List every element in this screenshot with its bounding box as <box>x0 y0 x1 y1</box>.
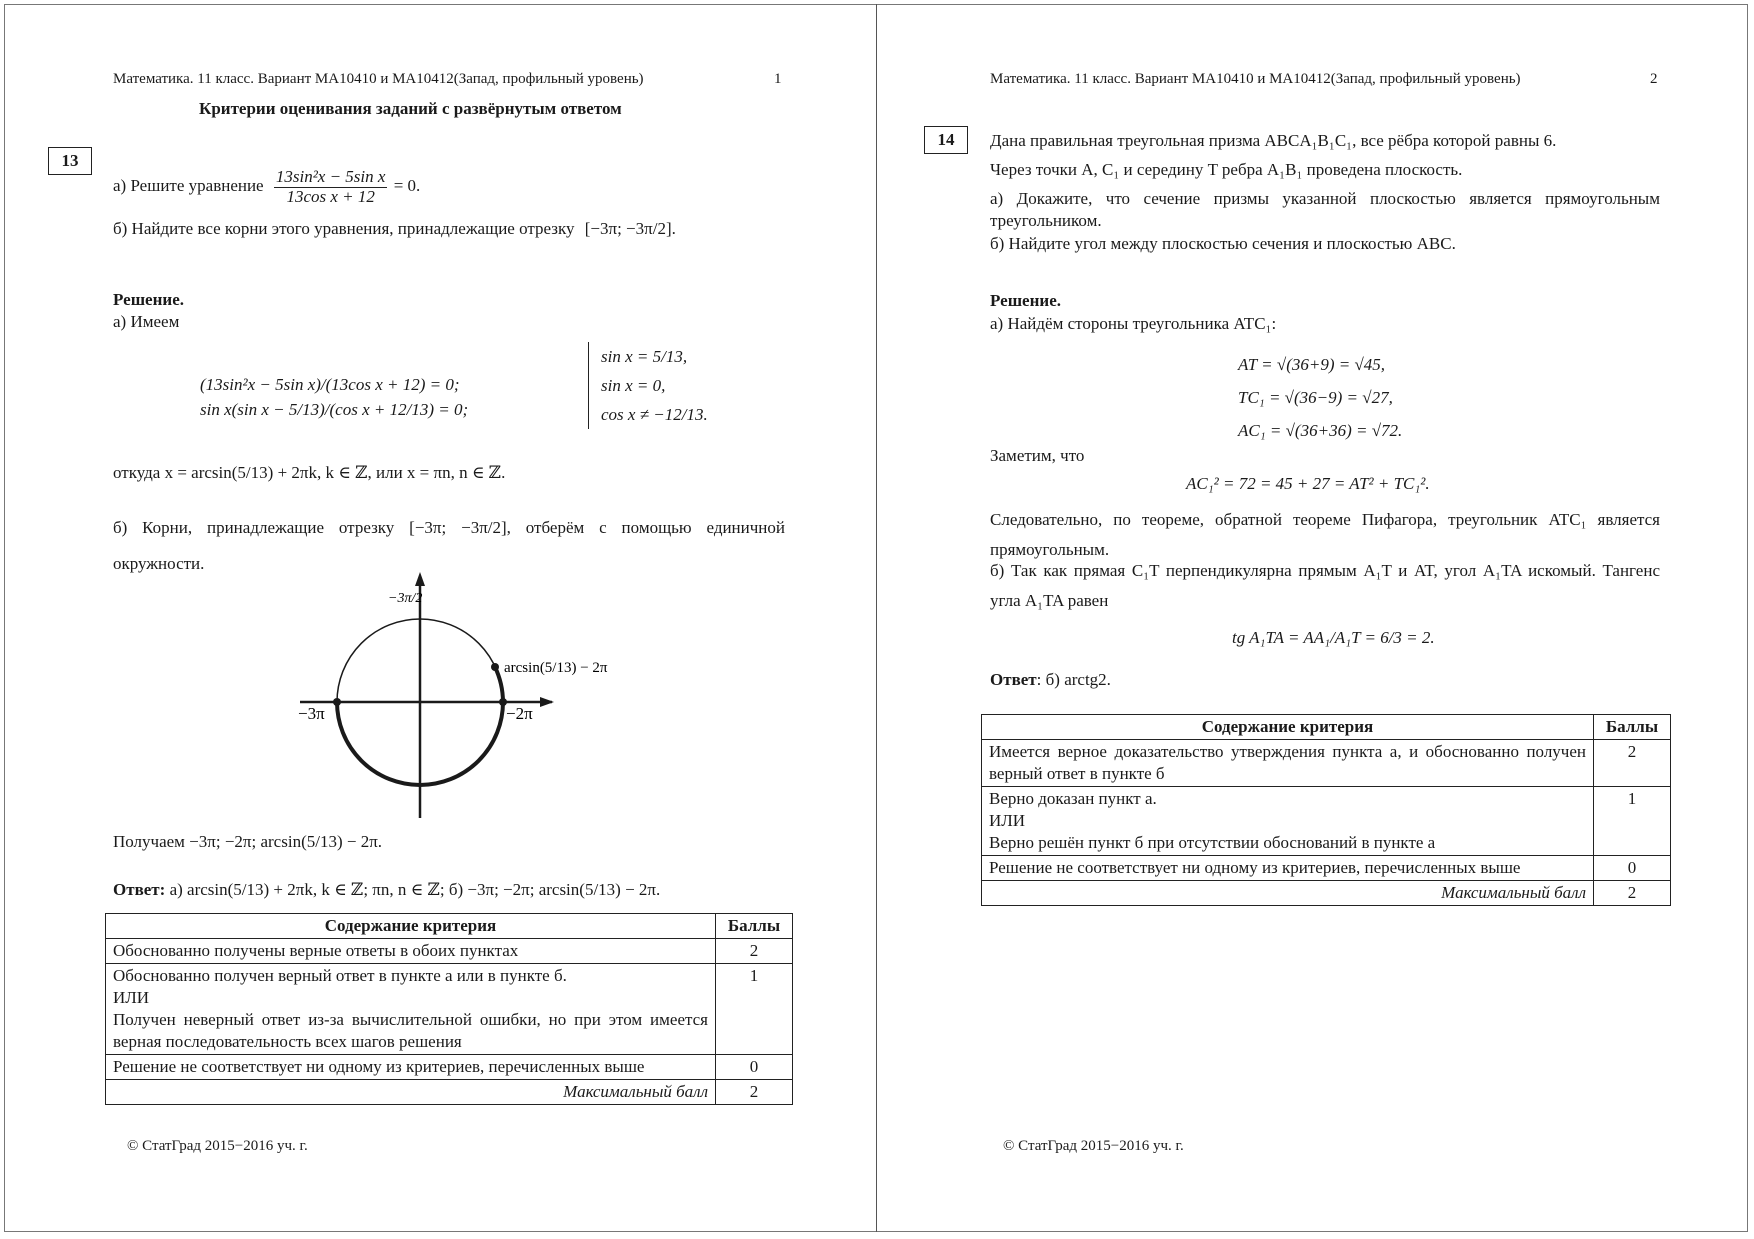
table-row <box>982 881 1671 906</box>
task13-part-b <box>113 219 676 239</box>
criteria-text: Решение не соответствует ни одному из критериев, перечисленных выше <box>106 1055 716 1080</box>
page-divider <box>876 4 877 1232</box>
left-answer-text: а) arcsin(5/13) + 2πk, k ∈ ℤ; πn, n ∈ ℤ; б) −3π; −2π; arcsin(5/13) − 2π. <box>169 880 661 899</box>
right-solution-label: Решение. <box>990 291 1061 310</box>
sides-block <box>1238 348 1402 447</box>
tangent-equation: tg A₁TA = AA₁/A₁T = 6/3 = 2. <box>1232 628 1435 647</box>
task13-eq-denominator: 13cos x + 12 <box>274 187 388 207</box>
criteria-text: Верно доказан пункт а. ИЛИ Верно решён пункт б при отсутствии обоснований в пункте а <box>982 787 1594 856</box>
table-header-row <box>982 715 1671 740</box>
table-row <box>106 1080 793 1105</box>
task-13-number: 13 <box>48 147 92 175</box>
table-row <box>982 740 1671 787</box>
left-criteria-table <box>105 913 793 1105</box>
max-score-value: 2 <box>1594 881 1671 906</box>
y-axis-arrow <box>415 572 425 586</box>
left-answer <box>113 880 660 900</box>
task13-part-a <box>113 168 420 206</box>
task13-part-a-label: а) Решите уравнение <box>113 176 264 196</box>
left-solution-a: а) Имеем <box>113 312 180 331</box>
table-row <box>982 787 1671 856</box>
right-conclusion: Следовательно, по теореме, обратной теореме Пифагора, треугольник ATC₁ является прямоугольным. <box>990 510 1660 559</box>
left-header: Математика. 11 класс. Вариант МА10410 и МА10412(Запад, профильный уровень) <box>113 71 644 87</box>
criteria-text: Имеется верное доказательство утверждения пункта а, и обоснованно получен верный ответ в пункте б <box>982 740 1594 787</box>
left-page-number: 1 <box>774 71 782 87</box>
left-answer-label: Ответ: <box>113 880 166 899</box>
side-tc1: TC₁ = √(36−9) = √27, <box>1238 388 1393 407</box>
right-solution-a: а) Найдём стороны треугольника ATC₁: <box>990 314 1277 333</box>
point-arcsin <box>491 663 499 671</box>
right-answer-text: : б) arctg2. <box>1036 670 1111 689</box>
table-row <box>106 1055 793 1080</box>
task-14-number: 14 <box>924 126 968 154</box>
left-solution-b: б) Корни, принадлежащие отрезку [−3π; −3π/2], отберём с помощью единичной окружности. <box>113 518 785 573</box>
col-criteria-header: Содержание критерия <box>106 914 716 939</box>
side-at: AT = √(36+9) = √45, <box>1238 355 1386 374</box>
criteria-points: 0 <box>1594 856 1671 881</box>
criteria-points: 1 <box>1594 787 1671 856</box>
col-points-header: Баллы <box>1594 715 1671 740</box>
max-score-label: Максимальный балл <box>106 1080 716 1105</box>
table-row <box>982 856 1671 881</box>
table-row <box>106 939 793 964</box>
task13-interval: [−3π; −3π/2]. <box>584 219 676 238</box>
col-points-header: Баллы <box>716 914 793 939</box>
right-criteria-table <box>981 714 1671 906</box>
right-answer-label: Ответ <box>990 670 1037 689</box>
solution-system <box>588 342 708 429</box>
point-minus-3pi <box>333 698 341 706</box>
note-line: Заметим, что <box>990 446 1085 465</box>
task14-statement-2: Через точки A, C₁ и середину T ребра A₁B₁ проведена плоскость. <box>990 160 1463 179</box>
left-solution-label: Решение. <box>113 290 184 309</box>
task13-eq-numerator: 13sin²x − 5sin x <box>275 167 386 186</box>
left-copyright: © СтатГрад 2015−2016 уч. г. <box>127 1138 308 1154</box>
max-score-label: Максимальный балл <box>982 881 1594 906</box>
criteria-text: Обоснованно получен верный ответ в пункте а или в пункте б. ИЛИ Получен неверный ответ из-за вычислительной ошибки, но при этом имеется верная последовательность всех шагов решения <box>106 964 716 1055</box>
right-solution-b: б) Так как прямая C₁T перпендикулярна прямым A₁T и AT, угол A₁TA искомый. Тангенс угла A₁TA равен <box>990 561 1660 610</box>
system-line-3: cos x ≠ −12/13. <box>601 405 708 424</box>
label-left: −3π <box>298 704 325 723</box>
whence-line: откуда x = arcsin(5/13) + 2πk, k ∈ ℤ, или x = πn, n ∈ ℤ. <box>113 463 506 482</box>
system-line-1: sin x = 5/13, <box>601 347 688 366</box>
step1-equation: (13sin²x − 5sin x)/(13cos x + 12) = 0; <box>200 375 460 394</box>
criteria-points: 2 <box>716 939 793 964</box>
table-header-row <box>106 914 793 939</box>
label-point: arcsin(5/13) − 2π <box>504 660 608 676</box>
task13-equation <box>274 168 388 206</box>
right-answer <box>990 670 1111 690</box>
criteria-text: Решение не соответствует ни одному из критериев, перечисленных выше <box>982 856 1594 881</box>
col-criteria-header: Содержание критерия <box>982 715 1594 740</box>
unit-circle-diagram <box>290 568 608 820</box>
label-top: −3π/2 <box>388 591 423 606</box>
criteria-points: 1 <box>716 964 793 1055</box>
step2-equation: sin x(sin x − 5/13)/(cos x + 12/13) = 0; <box>200 400 469 419</box>
task13-part-b-label: б) Найдите все корни этого уравнения, принадлежащие отрезку <box>113 219 575 238</box>
task14-statement-1: Дана правильная треугольная призма ABCA₁B₁C₁, все рёбра которой равны 6. <box>990 131 1557 150</box>
result-line: Получаем −3π; −2π; arcsin(5/13) − 2π. <box>113 832 383 851</box>
right-header: Математика. 11 класс. Вариант МА10410 и МА10412(Запад, профильный уровень) <box>990 71 1521 87</box>
max-score-value: 2 <box>716 1080 793 1105</box>
pythagoras-equation: AC₁² = 72 = 45 + 27 = AT² + TC₁². <box>1186 474 1430 493</box>
left-title: Критерии оценивания заданий с развёрнутым ответом <box>199 99 622 118</box>
task13-eq-rhs: = 0. <box>393 176 421 196</box>
criteria-points: 2 <box>1594 740 1671 787</box>
side-ac1: AC₁ = √(36+36) = √72. <box>1238 421 1403 440</box>
right-page-number: 2 <box>1650 71 1658 87</box>
task14-part-b: б) Найдите угол между плоскостью сечения и плоскостью ABC. <box>990 234 1456 253</box>
table-row <box>106 964 793 1055</box>
criteria-text: Обоснованно получены верные ответы в обоих пунктах <box>106 939 716 964</box>
system-line-2: sin x = 0, <box>601 376 666 395</box>
right-copyright: © СтатГрад 2015−2016 уч. г. <box>1003 1138 1184 1154</box>
label-right: −2π <box>506 704 533 723</box>
criteria-points: 0 <box>716 1055 793 1080</box>
task14-part-a: а) Докажите, что сечение призмы указанной плоскостью является прямоугольным треугольником. <box>990 189 1660 230</box>
x-axis-arrow <box>540 697 554 707</box>
